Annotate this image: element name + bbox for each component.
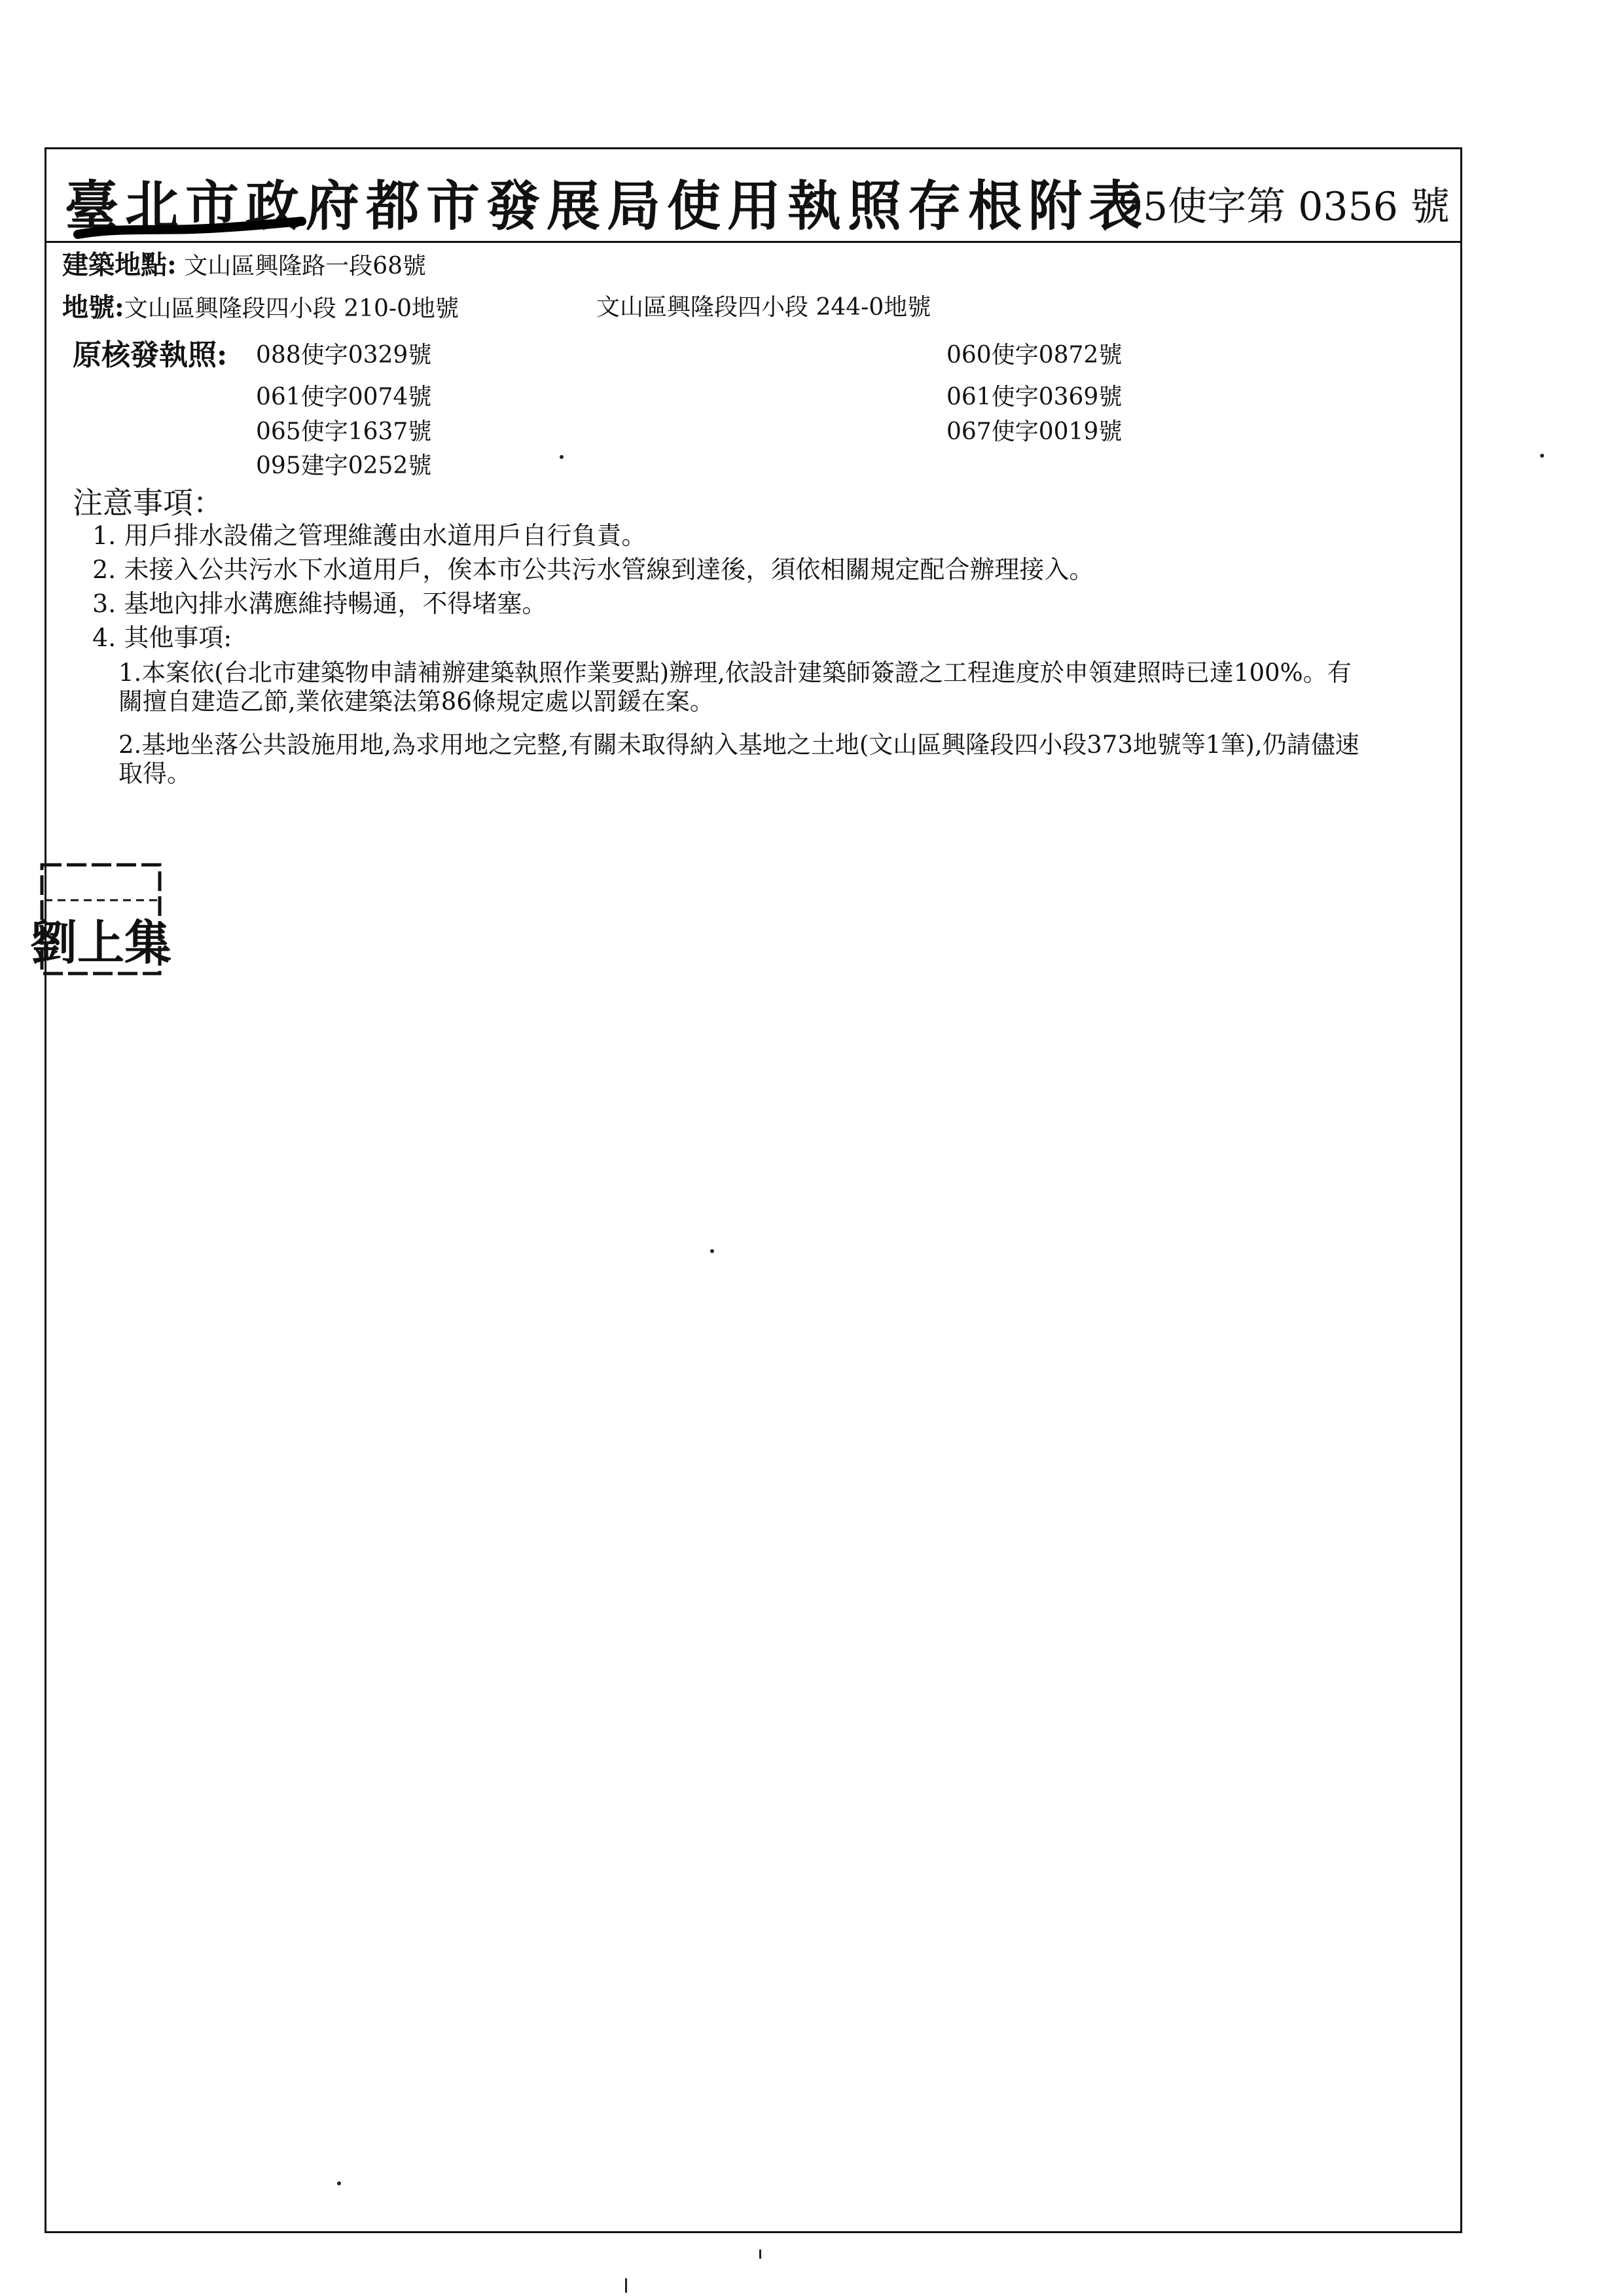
permit-left-2: 061使字0074號 <box>256 384 432 410</box>
site-label: 建築地點: <box>62 249 177 280</box>
parcel-label: 地號: <box>62 292 124 323</box>
site-value: 文山區興隆路一段68號 <box>184 253 427 280</box>
svg-text:劉上集: 劉上集 <box>29 915 172 970</box>
note-item-4: 4. 其他事項: <box>92 623 232 652</box>
parcel-value-2: 文山區興隆段四小段 244-0地號 <box>596 294 931 321</box>
permit-left-1: 088使字0329號 <box>256 342 432 369</box>
permit-number: 95使字第 0356 號 <box>1117 184 1450 230</box>
scan-speck <box>560 455 564 459</box>
permit-right-3: 067使字0019號 <box>946 418 1123 445</box>
handwritten-strike-mark <box>75 215 304 241</box>
document-frame <box>45 147 1462 2233</box>
parcel-value-1: 文山區興隆段四小段 210-0地號 <box>124 295 459 322</box>
signature-seal <box>29 861 172 977</box>
document-title: 臺北市政府都市發展局使用執照存根附表 <box>65 175 1149 238</box>
permit-left-4: 095建字0252號 <box>256 452 432 479</box>
other-note-1: 1.本案依(台北市建築物申請補辦建築執照作業要點)辦理,依設計建築師簽證之工程進度於申領建照時已達100%。有 關擅自建造乙節,業依建築法第86條規定處以罰鍰在案。 <box>118 659 1352 716</box>
parcel-line <box>62 293 459 323</box>
original-permits-label: 原核發執照: <box>73 338 228 372</box>
scan-speck <box>625 2278 627 2293</box>
scan-speck <box>759 2250 761 2259</box>
permit-left-3: 065使字1637號 <box>256 418 432 445</box>
other-note-2: 2.基地坐落公共設施用地,為求用地之完整,有關未取得納入基地之土地(文山區興隆段四小段373地號等1筆),仍請儘速 取得。 <box>118 731 1359 788</box>
title-row <box>46 149 1460 243</box>
note-item-3: 3. 基地內排水溝應維持暢通，不得堵塞。 <box>92 589 547 618</box>
notes-heading: 注意事項： <box>73 485 223 520</box>
scan-speck <box>1540 454 1544 458</box>
permit-right-1: 060使字0872號 <box>946 342 1123 369</box>
permit-right-2: 061使字0369號 <box>946 384 1123 410</box>
scan-speck <box>337 2181 341 2185</box>
note-item-1: 1. 用戶排水設備之管理維護由水道用戶自行負責。 <box>92 521 647 550</box>
note-item-2: 2. 未接入公共污水下水道用戶，俟本市公共污水管線到達後，須依相關規定配合辦理接入。 <box>92 555 1094 584</box>
site-line <box>62 251 426 281</box>
scan-speck <box>710 1249 714 1253</box>
